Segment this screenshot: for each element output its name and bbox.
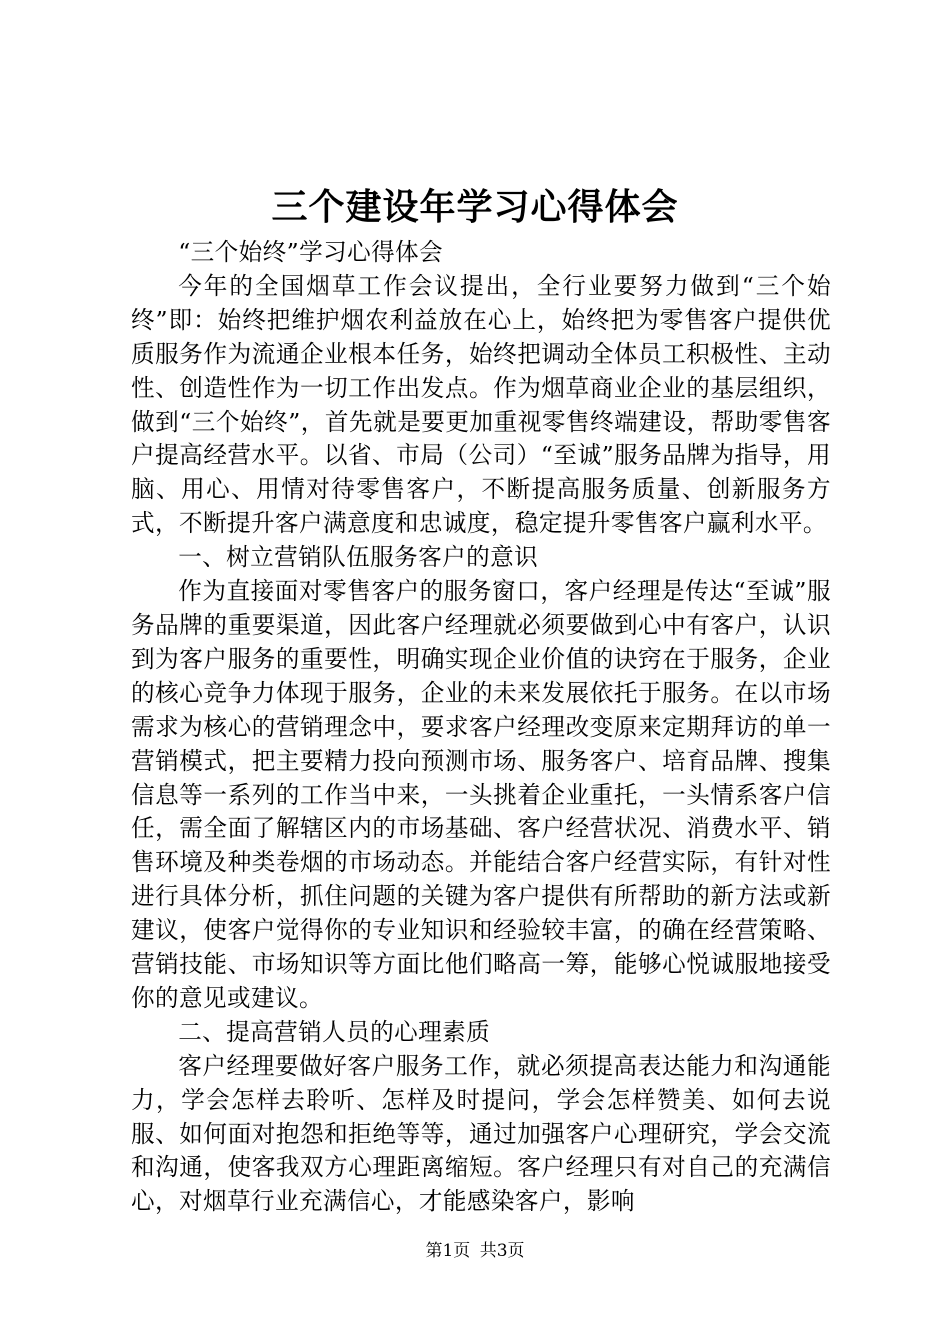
page-number: 第1页 [425,1241,471,1261]
page-footer [0,1239,950,1263]
section-heading: 二、提高营销人员的心理素质 [178,1017,491,1046]
body-paragraph: 今年的全国烟草工作会议提出，全行业要努力做到“三个始终”即：始终把维护烟农利益放在心上，始终把为零售客户提供优质服务作为流通企业根本任务，始终把调动全体员工积极性、主动性、创造性作为一切工作出发点。作为烟草商业企业的基层组织，做到“三个始终”，首先就是要更加重视零售终端建设，帮助零售客户提高经营水平。以省、市局（公司）“至诚”服务品牌为指导，用脑、用心、用情对待零售客户，不断提高服务质量、创新服务方式，不断提升客户满意度和忠诚度，稳定提升零售客户赢利水平。 [131,271,831,538]
body-paragraph: 作为直接面对零售客户的服务窗口，客户经理是传达“至诚”服务品牌的重要渠道，因此客户经理就必须要做到心中有客户，认识到为客户服务的重要性，明确实现企业价值的诀窍在于服务，企业的核心竞争力体现于服务，企业的未来发展依托于服务。在以市场需求为核心的营销理念中，要求客户经理改变原来定期拜访的单一营销模式，把主要精力投向预测市场、服务客户、培育品牌、搜集信息等一系列的工作当中来，一头挑着企业重托，一头情系客户信任，需全面了解辖区内的市场基础、客户经营状况、消费水平、销售环境及种类卷烟的市场动态。并能结合客户经营实际，有针对性进行具体分析，抓住问题的关键为客户提供有所帮助的新方法或新建议，使客户觉得你的专业知识和经验较丰富，的确在经营策略、营销技能、市场知识等方面比他们略高一筹，能够心悦诚服地接受你的意见或建议。 [131,577,831,1012]
body-paragraph: 客户经理要做好客户服务工作，就必须提高表达能力和沟通能力，学会怎样去聆听、怎样及时提问，学会怎样赞美、如何去说服、如何面对抱怨和拒绝等等，通过加强客户心理研究，学会交流和沟通，使客我双方心理距离缩短。客户经理只有对自己的充满信心，对烟草行业充满信心，才能感染客户，影响 [131,1051,831,1216]
subtitle-paragraph: “三个始终”学习心得体会 [178,238,444,266]
document-title: 三个建设年学习心得体会 [271,186,679,228]
page-total: 共3页 [479,1241,525,1261]
document-body [131,236,831,1219]
section-heading: 一、树立营销队伍服务客户的意识 [178,543,539,572]
